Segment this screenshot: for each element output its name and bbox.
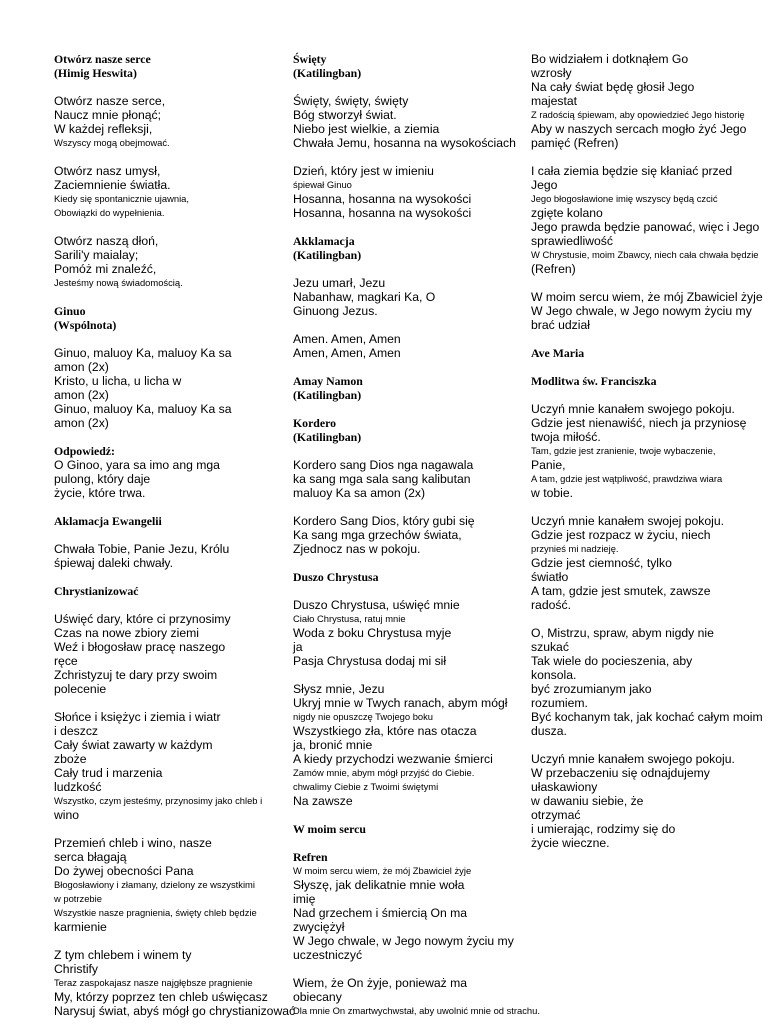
section-heading: (Katilingban) (293, 430, 362, 444)
text-line: światło (531, 570, 569, 584)
text-line: ja (293, 640, 303, 654)
text-block (293, 570, 525, 584)
text-line: Teraz zaspokajasz nasze najgłębsze pragnienie (54, 977, 253, 988)
text-line: polecenie (54, 682, 107, 696)
text-line: ludzkość (54, 780, 102, 794)
text-line: Na zawsze (293, 794, 353, 808)
text-line: W przebaczeniu się odnajdujemy (531, 766, 710, 780)
text-line: zboże (54, 752, 87, 766)
text-line: być zrozumianym jako (531, 682, 652, 696)
text-line: Ginuo, maluoy Ka, maluoy Ka sa (54, 346, 232, 360)
text-line: Duszo Chrystusa, uświęć mnie (293, 598, 460, 612)
text-line: Ka sang mga grzechów świata, (293, 528, 462, 542)
text-line: nigdy nie opuszczę Twojego boku (293, 711, 434, 722)
text-line: W każdej refleksji, (54, 122, 153, 136)
section-heading: W moim sercu (293, 822, 366, 836)
text-line: Zaciemnienie światła. (54, 178, 171, 192)
section-heading: Amay Namon (293, 374, 363, 388)
text-block (54, 52, 274, 80)
text-line: My, którzy poprzez ten chleb uświęcasz (54, 990, 268, 1004)
text-line: Weź i błogosław pracę naszego (54, 640, 226, 654)
text-line: uczestniczyć (293, 948, 363, 962)
text-line: Wszystko, czym jesteśmy, przynosimy jako chleb i (54, 795, 263, 806)
text-line: Chwała Jemu, hosanna na wysokościach (293, 136, 516, 150)
section-heading: Odpowiedź: (54, 444, 115, 458)
section-heading: Święty (293, 52, 327, 66)
text-line: Jego błogosławione imię wszyscy będą czcić (531, 193, 718, 204)
text-line: życie, które trwa. (54, 486, 146, 500)
text-line: Pasja Chrystusa dodaj mi sił (293, 654, 447, 668)
section-heading: Akklamacja (293, 234, 355, 248)
text-line: Przemień chleb i wino, nasze (54, 836, 212, 850)
text-block (531, 752, 767, 850)
text-block (54, 542, 274, 570)
text-line: Z tym chlebem i winem ty (54, 948, 192, 962)
text-line: serca błagają (54, 850, 127, 864)
text-block (54, 234, 274, 290)
text-line: imię (293, 892, 316, 906)
column-1 (54, 52, 296, 1032)
text-block (293, 234, 525, 262)
text-line: Słyszę, jak delikatnie mnie woła (293, 878, 465, 892)
text-line: Gdzie jest rozpacz w życiu, niech (531, 528, 711, 542)
text-block (293, 164, 525, 220)
text-line: Uświęć dary, które ci przynosimy (54, 612, 231, 626)
text-line: Kordero sang Dios nga nagawala (293, 458, 474, 472)
section-heading: Ave Maria (531, 346, 585, 360)
text-line: Ukryj mnie w Twych ranach, abym mógł (293, 696, 508, 710)
text-line: twoja miłość. (531, 430, 601, 444)
text-line: Z radością śpiewam, aby opowiedzieć Jego historię (531, 109, 745, 120)
text-line: Zamów mnie, abym mógł przyjść do Ciebie. (293, 767, 475, 778)
text-block (54, 444, 274, 500)
text-line: Uczyń mnie kanałem swojej pokoju. (531, 514, 725, 528)
text-line: Dla mnie On zmartwychwstał, aby uwolnić mnie od strachu. (293, 1005, 540, 1016)
text-line: Wiem, że On żyje, ponieważ ma (293, 976, 468, 990)
text-line: Bóg stworzył świat. (293, 108, 397, 122)
text-line: O, Mistrzu, spraw, abym nigdy nie (531, 626, 714, 640)
text-line: Hosanna, hosanna na wysokości (293, 192, 472, 206)
text-line: Dzień, który jest w imieniu (293, 164, 434, 178)
text-line: W Jego chwale, w Jego nowym życiu my (531, 304, 752, 318)
text-line: Czas na nowe zbiory ziemi (54, 626, 199, 640)
text-line: Otwórz nasze serce, (54, 94, 166, 108)
text-block (293, 276, 525, 318)
text-line: W Chrystusie, moim Zbawcy, niech cała chwała będzie (531, 249, 759, 260)
section-heading: (Himig Heswita) (54, 66, 137, 80)
text-line: pulong, który daje (54, 472, 151, 486)
text-block (54, 514, 274, 528)
text-line: Obowiązki do wypełnienia. (54, 207, 165, 218)
text-line: Amen, Amen, Amen (293, 346, 401, 360)
text-line: Amen. Amen, Amen (293, 332, 401, 346)
text-line: Sarili'y maialay; (54, 248, 139, 262)
text-block (54, 836, 274, 934)
text-line: obiecany (293, 990, 342, 1004)
text-line: Słysz mnie, Jezu (293, 682, 385, 696)
text-line: wino (54, 808, 80, 822)
text-line: ułaskawiony (531, 780, 598, 794)
text-block (293, 374, 525, 402)
text-line: Ginuong Jezus. (293, 304, 378, 318)
text-line: w dawaniu siebie, że (531, 794, 644, 808)
text-line: życie wieczne. (531, 836, 610, 850)
text-line: Wszyscy mogą obejmować. (54, 137, 170, 148)
section-heading: Duszo Chrystusa (293, 570, 379, 584)
text-line: brać udział (531, 318, 590, 332)
text-line: radość. (531, 598, 571, 612)
text-block (54, 94, 274, 150)
text-line: Nad grzechem i śmiercią On ma (293, 906, 468, 920)
text-block (293, 514, 525, 556)
text-line: W moim sercu wiem, że mój Zbawiciel żyje (531, 290, 763, 304)
text-line: w potrzebie (54, 893, 102, 904)
text-line: i umierając, rodzimy się do (531, 822, 676, 836)
text-line: Wszystkie nasze pragnienia, święty chleb będzie (54, 907, 257, 918)
text-line: ręce (54, 654, 78, 668)
text-line: I cała ziemia będzie się kłaniać przed (531, 164, 733, 178)
text-line: Cały świat zawarty w każdym (54, 738, 213, 752)
text-block (531, 514, 767, 612)
text-line: amon (2x) (54, 416, 109, 430)
text-line: i deszcz (54, 724, 99, 738)
text-line: A tam, gdzie jest smutek, zawsze (531, 584, 711, 598)
text-line: Na cały świat będę głosił Jego (531, 80, 695, 94)
text-line: A tam, gdzie jest wątpliwość, prawdziwa wiara (531, 473, 723, 484)
text-line: Jezu umarł, Jezu (293, 276, 386, 290)
text-line: chwalimy Ciebie z Twoimi świętymi (293, 781, 439, 792)
text-line: O Ginoo, yara sa imo ang mga (54, 458, 220, 472)
text-line: Cały trud i marzenia (54, 766, 163, 780)
text-line: śpiewaj daleki chwały. (54, 556, 173, 570)
text-block (54, 612, 274, 696)
text-line: Być kochanym tak, jak kochać całym moim (531, 710, 763, 724)
text-line: Gdzie jest nienawiść, niech ja przyniosę (531, 416, 747, 430)
text-line: ja, bronić mnie (293, 738, 373, 752)
text-line: Wszystkiego zła, które nas otacza (293, 724, 477, 738)
text-line: Uczyń mnie kanałem swojego pokoju. (531, 752, 735, 766)
text-line: (Refren) (531, 262, 576, 276)
text-line: Christify (54, 962, 99, 976)
text-line: W Jego chwale, w Jego nowym życiu my (293, 934, 514, 948)
text-block (54, 948, 296, 1018)
text-line: rozumiem. (531, 696, 588, 710)
text-line: przynieś mi nadzieję. (531, 543, 619, 554)
text-block (293, 598, 525, 668)
text-block (293, 976, 540, 1018)
text-line: w tobie. (531, 486, 574, 500)
text-line: Woda z boku Chrystusa myje (293, 626, 452, 640)
section-heading: Aklamacja Ewangelii (54, 514, 162, 528)
text-line: Jego prawda będzie panować, więc i Jego (531, 220, 760, 234)
section-heading: Kordero (293, 416, 337, 430)
text-block (531, 164, 767, 276)
text-block (54, 164, 274, 220)
text-block (293, 822, 525, 836)
text-block (293, 94, 525, 150)
text-block (293, 458, 525, 500)
text-block (293, 682, 525, 808)
text-line: Pomóż mi znaleźć, (54, 262, 157, 276)
text-line: Otwórz naszą dłoń, (54, 234, 159, 248)
text-block (531, 52, 767, 150)
text-line: Kristo, u licha, u licha w (54, 374, 182, 388)
text-line: Ciało Chrystusa, ratuj mnie (293, 613, 406, 624)
text-line: szukać (531, 640, 569, 654)
section-heading: (Wspólnota) (54, 318, 117, 332)
text-block (54, 346, 274, 430)
text-line: Jesteśmy nową świadomością. (54, 277, 183, 288)
text-line: Naucz mnie płonąć; (54, 108, 162, 122)
text-block (531, 346, 767, 360)
text-line: amon (2x) (54, 388, 109, 402)
section-heading: (Katilingban) (293, 388, 362, 402)
text-block (531, 626, 767, 738)
text-line: Kordero Sang Dios, który gubi się (293, 514, 475, 528)
text-line: konsola. (531, 668, 577, 682)
text-line: majestat (531, 94, 578, 108)
text-line: Narysuj świat, abyś mógł go chrystianizować (54, 1004, 296, 1018)
text-block (293, 332, 525, 360)
text-line: zgięte kolano (531, 206, 603, 220)
text-block (293, 850, 525, 962)
text-line: Panie, (531, 458, 566, 472)
text-line: Bo widziałem i dotknąłem Go (531, 52, 689, 66)
text-line: Otwórz nasz umysł, (54, 164, 161, 178)
text-line: otrzymać (531, 808, 581, 822)
section-heading: Ginuo (54, 304, 86, 318)
text-line: maluoy Ka sa amon (2x) (293, 486, 426, 500)
text-line: Zjednocz nas w pokoju. (293, 542, 421, 556)
text-line: Błogosławiony i złamany, dzielony ze wszystkimi (54, 879, 255, 890)
section-heading: (Katilingban) (293, 248, 362, 262)
section-heading: Modlitwa św. Franciszka (531, 374, 657, 388)
text-line: Święty, święty, święty (293, 94, 409, 108)
text-line: Zchristyzuj te dary przy swoim (54, 668, 218, 682)
text-line: amon (2x) (54, 360, 109, 374)
text-block (293, 52, 525, 80)
text-line: Słońce i księżyc i ziemia i wiatr (54, 710, 221, 724)
text-block (531, 374, 767, 388)
text-block (54, 584, 274, 598)
text-line: Aby w naszych sercach mogło żyć Jego (531, 122, 747, 136)
text-block (293, 416, 525, 444)
text-line: Kiedy się spontanicznie ujawnia, (54, 193, 189, 204)
text-line: Jego (531, 178, 558, 192)
text-block (531, 290, 767, 332)
text-line: zwyciężył (293, 920, 345, 934)
text-block (54, 304, 274, 332)
section-heading: Otwórz nasze serce (54, 52, 151, 66)
text-line: Tak wiele do pocieszenia, aby (531, 654, 693, 668)
section-heading: (Katilingban) (293, 66, 362, 80)
section-heading: Chrystianizować (54, 584, 139, 598)
text-line: Gdzie jest ciemność, tylko (531, 556, 672, 570)
text-line: Uczyń mnie kanałem swojego pokoju. (531, 402, 735, 416)
text-line: A kiedy przychodzi wezwanie śmierci (293, 752, 493, 766)
text-line: karmienie (54, 920, 107, 934)
text-line: wzrosły (531, 66, 572, 80)
text-line: śpiewał Ginuo (293, 179, 352, 190)
text-line: Hosanna, hosanna na wysokości (293, 206, 472, 220)
text-line: sprawiedliwość (531, 234, 613, 248)
text-line: W moim sercu wiem, że mój Zbawiciel żyje (293, 865, 472, 876)
text-line: pamięć (Refren) (531, 136, 619, 150)
text-block (54, 710, 274, 822)
text-line: ka sang mga sala sang kalibutan (293, 472, 471, 486)
section-heading: Refren (293, 850, 328, 864)
text-line: Nabanhaw, magkari Ka, O (293, 290, 436, 304)
text-line: Niebo jest wielkie, a ziemia (293, 122, 440, 136)
text-line: Do żywej obecności Pana (54, 864, 194, 878)
text-line: dusza. (531, 724, 567, 738)
column-3 (531, 52, 767, 864)
text-line: Tam, gdzie jest zranienie, twoje wybaczenie, (531, 445, 716, 456)
text-block (531, 402, 767, 500)
column-2 (293, 52, 540, 1032)
text-line: Chwała Tobie, Panie Jezu, Królu (54, 542, 230, 556)
text-line: Ginuo, maluoy Ka, maluoy Ka sa (54, 402, 232, 416)
